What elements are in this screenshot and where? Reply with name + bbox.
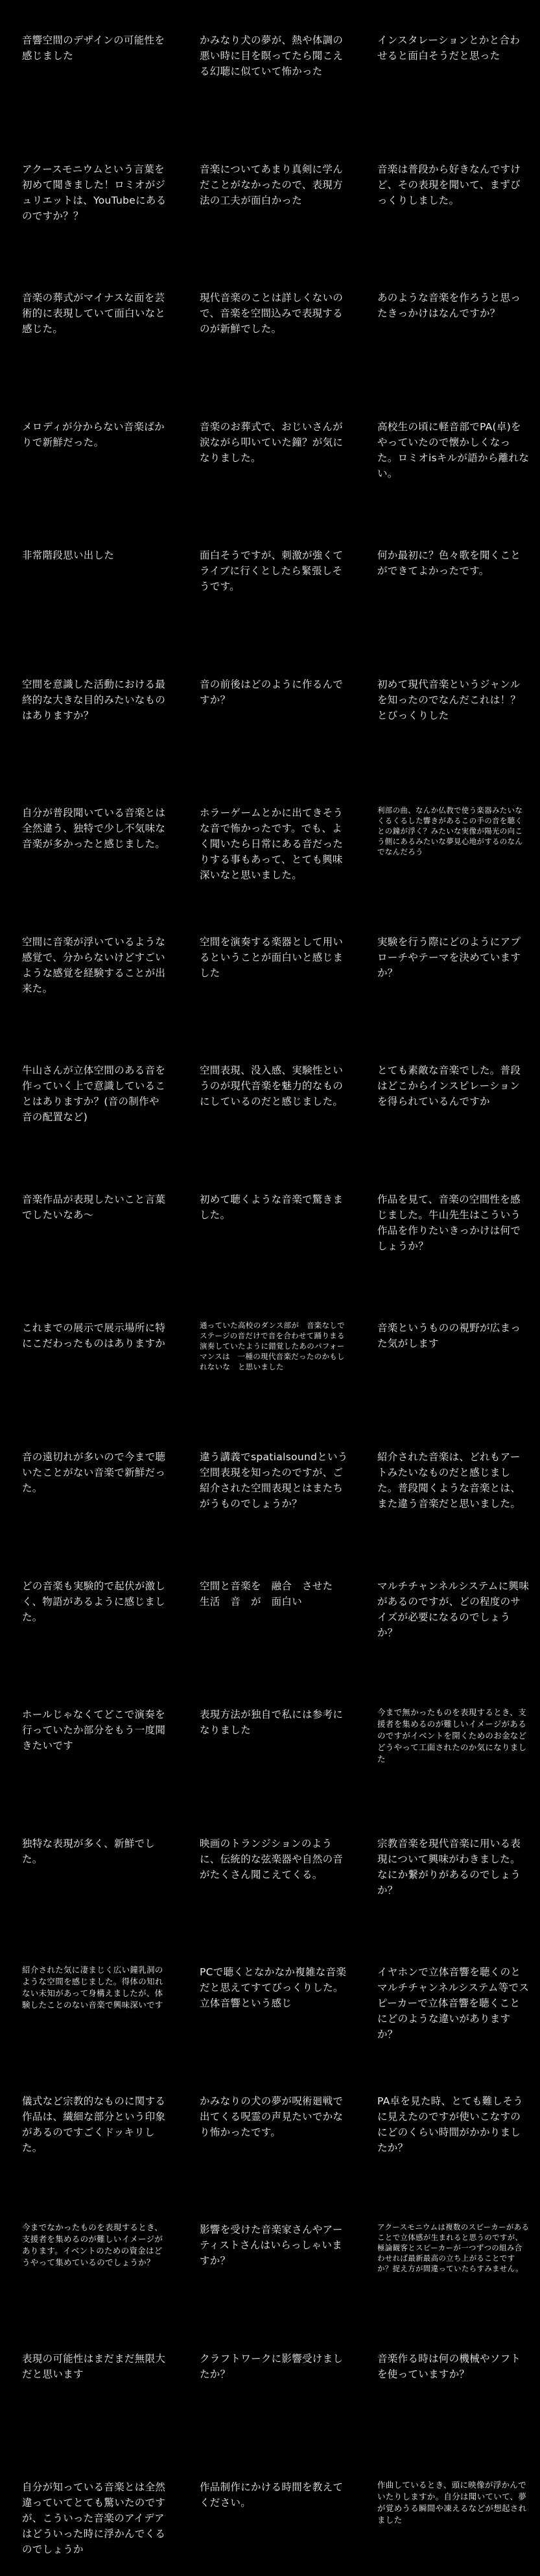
comment-text: 面白そうですが、刺激が強くてライブに行くとしたら緊張しそうです。: [200, 549, 344, 593]
comment-text: 通っていた高校のダンス部が 音楽なしでステージの音だけで音を合わせて踊りまる演奏していたように錯覚したあのパフォーマンスは 一種の現代音楽だったのかもしれないな と思いました: [200, 1321, 345, 1372]
comment-text: 音楽についてあまり真剣に学んだことがなかったので、表現方法の工夫が面白かった: [200, 163, 343, 206]
comment-card: [360, 258, 540, 387]
comment-card: [180, 2447, 360, 2576]
comment-card: [0, 387, 180, 516]
comment-text: 音楽のお葬式で、おじいさんが涙ながら叩いていた鐘？が気になりました。: [200, 420, 344, 464]
comment-text: 映画のトランジションのように、伝統的な弦楽器や自然の音がたくさん聞こえてくる。: [200, 1837, 344, 1881]
comment-card: [180, 1546, 360, 1675]
comment-text: 非常階段思い出した: [22, 549, 115, 562]
comment-text: 空間を演奏する楽器として用いるということが面白いと感じました: [200, 935, 344, 979]
comment-card: [360, 0, 540, 129]
comment-text: 音楽作る時は何の機械やソフトを使っていますか？: [377, 2352, 521, 2380]
comment-card: [180, 773, 360, 902]
comment-card: [0, 515, 180, 644]
comment-text: アクースモニウムは複数のスピーカーがあることで立体感が生まれると思うのですが、極論観客とスピーカーが一つずつの組み合わせれば最新最高の立ち上がることですか？捉え方が間違っていたらすみません。: [377, 2222, 530, 2274]
comment-card: [360, 1674, 540, 1803]
comment-text: 音の前後はどのように作るんですか？: [200, 678, 344, 706]
comment-card: [360, 1030, 540, 1159]
comment-card: [0, 1417, 180, 1546]
comment-text: 音楽というものの視野が広まった気がします: [377, 1322, 521, 1350]
comment-card: [360, 1288, 540, 1417]
comment-card: [0, 2189, 180, 2318]
comment-text: 音楽の葬式がマイナスな面を芸術的に表現していて面白いなと感じた。: [22, 292, 166, 335]
comment-text: 高校生の頃に軽音部でPA(卓)をやっていたので懐かしくなった。ロミオisキルが語から離れない。: [377, 420, 530, 479]
comment-text: 空間と音楽を 融合 させた 生活 音 が 面白い: [200, 1580, 344, 1607]
comment-text: 紹介された気に凄まじく広い鐘乳洞のような空間を感じました。得体の知れない未知があって身構えましたが、体験したことのない音楽で興味深いです: [22, 1965, 163, 2010]
comment-card: [180, 2189, 360, 2318]
comment-text: 音の遠切れが多いので今まで聴いたことがない音楽で新鮮だった。: [22, 1451, 166, 1495]
comment-text: 作曲しているとき、頭に映像が浮かんでいたりしますか。自分は聞いていて、夢が覚めうる瞬間や凍えるなどが想起されました: [377, 2480, 527, 2525]
comment-card: [180, 1803, 360, 1932]
comment-text: 儀式など宗教的なものに関する作品は、繊細な部分という印象があるのですごくドッキリした。: [22, 2095, 166, 2154]
comment-text: PA卓を見た時、とても難しそうに見えたのですが使いこなすのにどのくらい時間がかかりましたか？: [377, 2095, 523, 2154]
comment-text: マルチチャンネルシステムに興味があるのですが、どの程度のサイズが必要になるのでしょうか？: [377, 1580, 530, 1639]
comment-text: 独特な表現が多く、新鮮でした。: [22, 1837, 156, 1865]
comment-card: [0, 1546, 180, 1675]
comment-text: 音響空間のデザインの可能性を感じました: [22, 34, 165, 62]
comment-text: 紹介された音楽は、どれもアートみたいなものだと感じました。普段聞くような音楽とは、また違う音楽だと思いました。: [377, 1451, 521, 1510]
comment-text: インスタレーションとかと合わせると面白そうだと思った: [377, 34, 521, 62]
comment-card: [360, 1159, 540, 1288]
comment-text: 初めて聴くような音楽で驚きました。: [200, 1193, 344, 1221]
comment-card: [180, 2318, 360, 2448]
comment-text: 音楽は普段から好きなんですけど、その表現を聞いて、まずびっくりしました。: [377, 163, 521, 206]
comment-card: [180, 515, 360, 644]
comment-text: 表現方法が独自で私には参考になりました: [200, 1709, 344, 1737]
comment-card: [0, 1159, 180, 1288]
comment-card: [360, 2318, 540, 2448]
comment-card: [360, 644, 540, 773]
comment-card: [180, 644, 360, 773]
comment-card: [360, 902, 540, 1031]
comment-text: メロディが分からない音楽ばかりで新鮮だった。: [22, 420, 165, 448]
comment-card: [360, 387, 540, 516]
comment-text: クラフトワークに影響受けましたか？: [200, 2352, 344, 2380]
comment-card: [0, 2447, 180, 2576]
comment-text: 影響を受けた音楽家さんやアーティストさんはいらっしゃいますか？: [200, 2224, 343, 2267]
comment-card: [360, 1417, 540, 1546]
comment-text: 利部の曲、なんか仏教で使う楽器みたいなくるくるした響きがあるこの手の音を聴くとの鐘が浮く？みたいな実像が陽光の向こう側にあるみたいな夢見心地がするのなんでなんだろう: [377, 806, 523, 857]
comment-text: アクースモニウムという言葉を初めて聞きました！ロミオがジュリエットは、YouTubeにあるのですか？？: [22, 163, 167, 222]
comment-text: 空間に音楽が浮いているような感覚で、分からないけどすごいような感覚を経験することが出来た。: [22, 935, 166, 994]
comment-text: とても素敵な音楽でした。普段はどこからインスピレーションを得られているんですか: [377, 1065, 521, 1108]
comment-card: [360, 515, 540, 644]
comment-card: [360, 2447, 540, 2576]
comment-text: あのような音楽を作ろうと思ったきっかけはなんですか？: [377, 292, 521, 320]
comment-text: 今まで無かったものを表現するとき、支援者を集めるのが難しいイメージがあるのですがイベントを開くためのお金などどうやって工面されたのか気になりました: [377, 1707, 527, 1764]
comment-card: [360, 2061, 540, 2190]
comment-text: 空間表現、没入感、実験性というのが現代音楽を魅力的なものにしているのだと感じました。: [200, 1065, 344, 1108]
comment-text: 初めて現代音楽というジャンルを知ったのでなんだこれは！？とびっくりした: [377, 678, 521, 721]
comment-card: [180, 0, 360, 129]
comment-text: 実験を行う際にどのようにアプローチやテーマを決めていますか？: [377, 935, 521, 979]
comment-card: [180, 258, 360, 387]
comment-card: [360, 1932, 540, 2061]
comment-text: PCで聴くとなかなか複雑な音楽だと思えてすてびっくりした。立体音響という感じ: [200, 1966, 347, 2010]
comment-card: [360, 773, 540, 902]
comment-card: [0, 0, 180, 129]
comment-card: [180, 129, 360, 258]
comment-card: [0, 1674, 180, 1803]
comment-text: どの音楽も実験的で起伏が激しく、物語があるように感じました。: [22, 1580, 166, 1623]
comment-text: 何か最初に？色々歌を聞くことができてよかったです。: [377, 549, 521, 577]
comment-card: [0, 902, 180, 1031]
comment-card: [180, 1674, 360, 1803]
comment-text: 違う講義でspatialsoundという空間表現を知ったのですが、ご紹介された空間表現とはまたちがうものでしょうか？: [200, 1451, 348, 1510]
comment-card: [0, 773, 180, 902]
comment-card: [360, 129, 540, 258]
comment-card: [180, 2061, 360, 2190]
comment-text: これまでの展示で展示場所に特にこだわったものはありますか: [22, 1322, 166, 1350]
comment-card: [0, 1030, 180, 1159]
comment-card: [360, 2189, 540, 2318]
comment-text: 今までなかったものを表現するとき、支援者を集めるのが難しいイメージがあります。イベントのための資金はどうやって集めているのでしょうか？: [22, 2222, 163, 2268]
comment-text: 表現の可能性はまだまだ無限大だと思います: [22, 2352, 166, 2380]
comment-text: イヤホンで立体音響を聴くのとマルチチャンネルシステム等でスピーカーで立体音響を聴くことにどのような違いがありますか？: [377, 1966, 530, 2041]
comment-card: [180, 387, 360, 516]
comment-card: [360, 1803, 540, 1932]
comment-text: 自分が普段聞いている音楽とは全然違う、独特で少し不気味な音楽が多かったと感じました。: [22, 807, 166, 850]
comment-text: ホールじゃなくてどこで演奏を行っていたか部分をもう一度聞きたいです: [22, 1709, 166, 1752]
comment-card: [360, 1546, 540, 1675]
comment-text: 自分が知っている音楽とは全然違っていてとても驚いたのですが、こういった音楽のアイデアはどういった時に浮かんでくるのでしょうか: [22, 2481, 166, 2556]
comment-card: [180, 902, 360, 1031]
comment-card: [0, 1803, 180, 1932]
comment-text: 空間を意識した活動における最終的な大きな目的みたいなものはありますか？: [22, 678, 166, 721]
comment-card: [0, 1932, 180, 2061]
comment-text: 現代音楽のことは詳しくないので、音楽を空間込みで表現するのが新鮮でした。: [200, 292, 344, 335]
comment-text: かみなりの犬の夢が呪術廻戦で出てくる呪霊の声見たいでかなり怖かったです。: [200, 2095, 344, 2138]
comment-card: [0, 129, 180, 258]
comment-card: [180, 1159, 360, 1288]
comment-text: 宗教音楽を現代音楽に用いる表現について興味がわきました。なにか繋がりがあるのでしょうか？: [377, 1837, 521, 1896]
comment-text: 音楽作品が表現したいこと言葉でしたいなあ〜: [22, 1193, 166, 1221]
comment-card: [0, 2061, 180, 2190]
comment-text: 牛山さんが立体空間のある音を作っていく上で意識していることはありますか？(音の制作や音の配置など): [22, 1065, 166, 1124]
comment-text: 作品制作にかける時間を教えてください。: [200, 2481, 344, 2509]
comment-card: [180, 1030, 360, 1159]
comment-text: 作品を見て、音楽の空間性を感じました。牛山先生はこういう作品を作りたいきっかけは何でしょうか？: [377, 1193, 521, 1252]
comment-card: [180, 1932, 360, 2061]
comment-card: [180, 1288, 360, 1417]
comment-card: [0, 2318, 180, 2448]
comment-card: [0, 644, 180, 773]
comment-card: [0, 258, 180, 387]
comment-card: [0, 1288, 180, 1417]
comment-text: ホラーゲームとかに出てきそうな音で怖かったです。でも、よく聞いたら日常にある音だったりする事もあって、とても興味深いなと思いました。: [200, 807, 344, 882]
comment-card: [180, 1417, 360, 1546]
comment-text: かみなり犬の夢が、熱や体調の悪い時に目を瞑ってたら聞こえる幻聴に似ていて怖かった: [200, 34, 344, 77]
